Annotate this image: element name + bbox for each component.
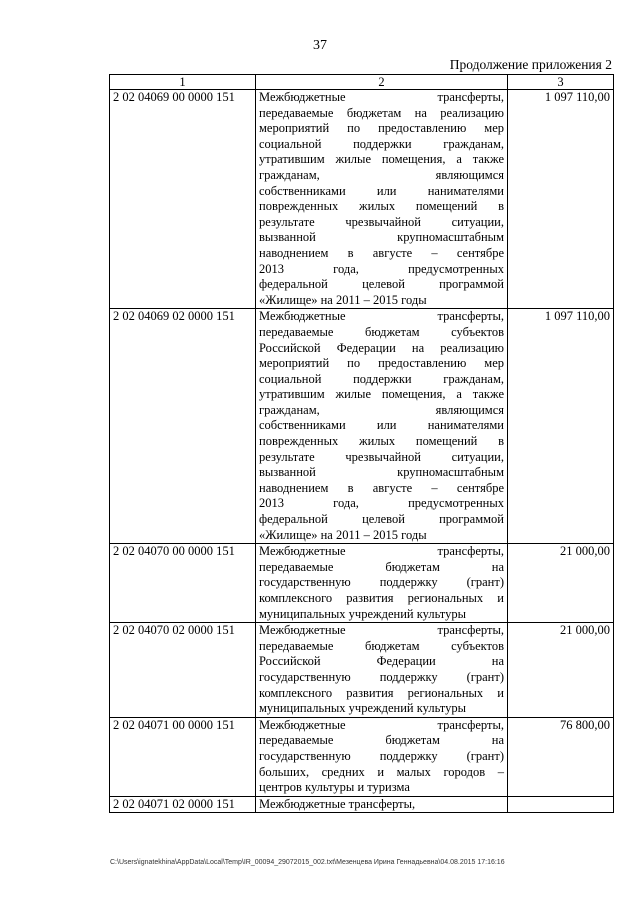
description-line: государственную поддержку (грант) (259, 748, 504, 763)
description-line: результате чрезвычайной ситуации, (259, 214, 504, 229)
budget-amount: 21 000,00 (508, 544, 614, 623)
description-line: Российской Федерации на (259, 654, 504, 669)
description-line: федеральной целевой программой (259, 277, 504, 292)
budget-code: 2 02 04070 02 0000 151 (110, 623, 256, 718)
budget-description (256, 717, 508, 796)
description-line: результате чрезвычайной ситуации, (259, 449, 504, 464)
budget-amount: 76 800,00 (508, 717, 614, 796)
description-line: Межбюджетные трансферты, (259, 623, 504, 638)
description-line: утратившим жилые помещения, а также (259, 152, 504, 167)
description-line: Межбюджетные трансферты, (259, 90, 504, 104)
description-line: «Жилище» на 2011 – 2015 годы (259, 292, 427, 307)
file-path-footer: C:\Users\ignatekhina\AppData\Local\Temp\IR_00094_29072015_002.txt\Мезенцева Ирина Геннадьевна\04.08.2015 17:16:16 (110, 859, 505, 866)
table-row (110, 717, 614, 796)
description-line: 2013 года, предусмотренных (259, 496, 504, 511)
budget-amount: 1 097 110,00 (508, 90, 614, 309)
budget-amount: 1 097 110,00 (508, 309, 614, 544)
description-line: муниципальных учреждений культуры (259, 606, 466, 621)
continuation-label: Продолжение приложения 2 (449, 57, 612, 72)
description-line: передаваемые бюджетам на (259, 559, 504, 574)
table-row (110, 796, 614, 813)
description-line: Межбюджетные трансферты, (259, 309, 504, 324)
description-line: передаваемые бюджетам на реализацию (259, 105, 504, 120)
budget-description (256, 309, 508, 544)
description-line: поврежденных жилых помещений в (259, 434, 504, 449)
description-line: вызванной крупномасштабным (259, 230, 504, 245)
table-body (110, 90, 614, 813)
description-line: комплексного развития региональных и (259, 591, 504, 605)
description-line: наводнением в августе – сентябре (259, 480, 504, 495)
description-line: собственниками или нанимателями (259, 418, 504, 433)
description-line: 2013 года, предусмотренных (259, 261, 504, 276)
table-row (110, 90, 614, 309)
budget-code: 2 02 04069 00 0000 151 (110, 90, 256, 309)
description-line: утратившим жилые помещения, а также (259, 387, 504, 402)
description-line: Межбюджетные трансферты, (259, 717, 504, 732)
description-line: Межбюджетные трансферты, (259, 796, 416, 811)
table-row (110, 623, 614, 718)
column-header-code: 1 (110, 75, 256, 90)
description-line: «Жилище» на 2011 – 2015 годы (259, 527, 427, 542)
budget-description (256, 796, 508, 813)
page-number: 37 (313, 38, 327, 53)
description-line: вызванной крупномасштабным (259, 465, 504, 480)
budget-code: 2 02 04070 00 0000 151 (110, 544, 256, 623)
description-line: передаваемые бюджетам на (259, 733, 504, 748)
description-line: собственниками или нанимателями (259, 183, 504, 198)
description-line: гражданам, являющимся (259, 402, 504, 417)
description-line: больших, средних и малых городов – (259, 764, 504, 779)
description-line: наводнением в августе – сентябре (259, 245, 504, 260)
description-line: государственную поддержку (грант) (259, 669, 504, 684)
budget-description (256, 90, 508, 309)
budget-code: 2 02 04069 02 0000 151 (110, 309, 256, 544)
description-line: Российской Федерации на реализацию (259, 340, 504, 355)
description-line: муниципальных учреждений культуры (259, 701, 466, 716)
budget-amount: 21 000,00 (508, 623, 614, 718)
table-row (110, 544, 614, 623)
description-line: поврежденных жилых помещений в (259, 199, 504, 214)
column-header-description: 2 (256, 75, 508, 90)
budget-amount (508, 796, 614, 813)
description-line: мероприятий по предоставлению мер (259, 356, 504, 371)
description-line: центров культуры и туризма (259, 780, 410, 795)
description-line: комплексного развития региональных и (259, 685, 504, 700)
description-line: государственную поддержку (грант) (259, 575, 504, 590)
description-line: передаваемые бюджетам субъектов (259, 638, 504, 653)
budget-table (109, 74, 614, 813)
description-line: социальной поддержки гражданам, (259, 371, 504, 386)
description-line: социальной поддержки гражданам, (259, 136, 504, 151)
column-header-amount: 3 (508, 75, 614, 90)
budget-description (256, 544, 508, 623)
table-row (110, 309, 614, 544)
description-line: передаваемые бюджетам субъектов (259, 324, 504, 339)
description-line: Межбюджетные трансферты, (259, 544, 504, 559)
budget-code: 2 02 04071 02 0000 151 (110, 796, 256, 813)
description-line: мероприятий по предоставлению мер (259, 121, 504, 136)
header-row (110, 75, 614, 90)
budget-description (256, 623, 508, 718)
description-line: гражданам, являющимся (259, 167, 504, 182)
budget-code: 2 02 04071 00 0000 151 (110, 717, 256, 796)
description-line: федеральной целевой программой (259, 512, 504, 527)
